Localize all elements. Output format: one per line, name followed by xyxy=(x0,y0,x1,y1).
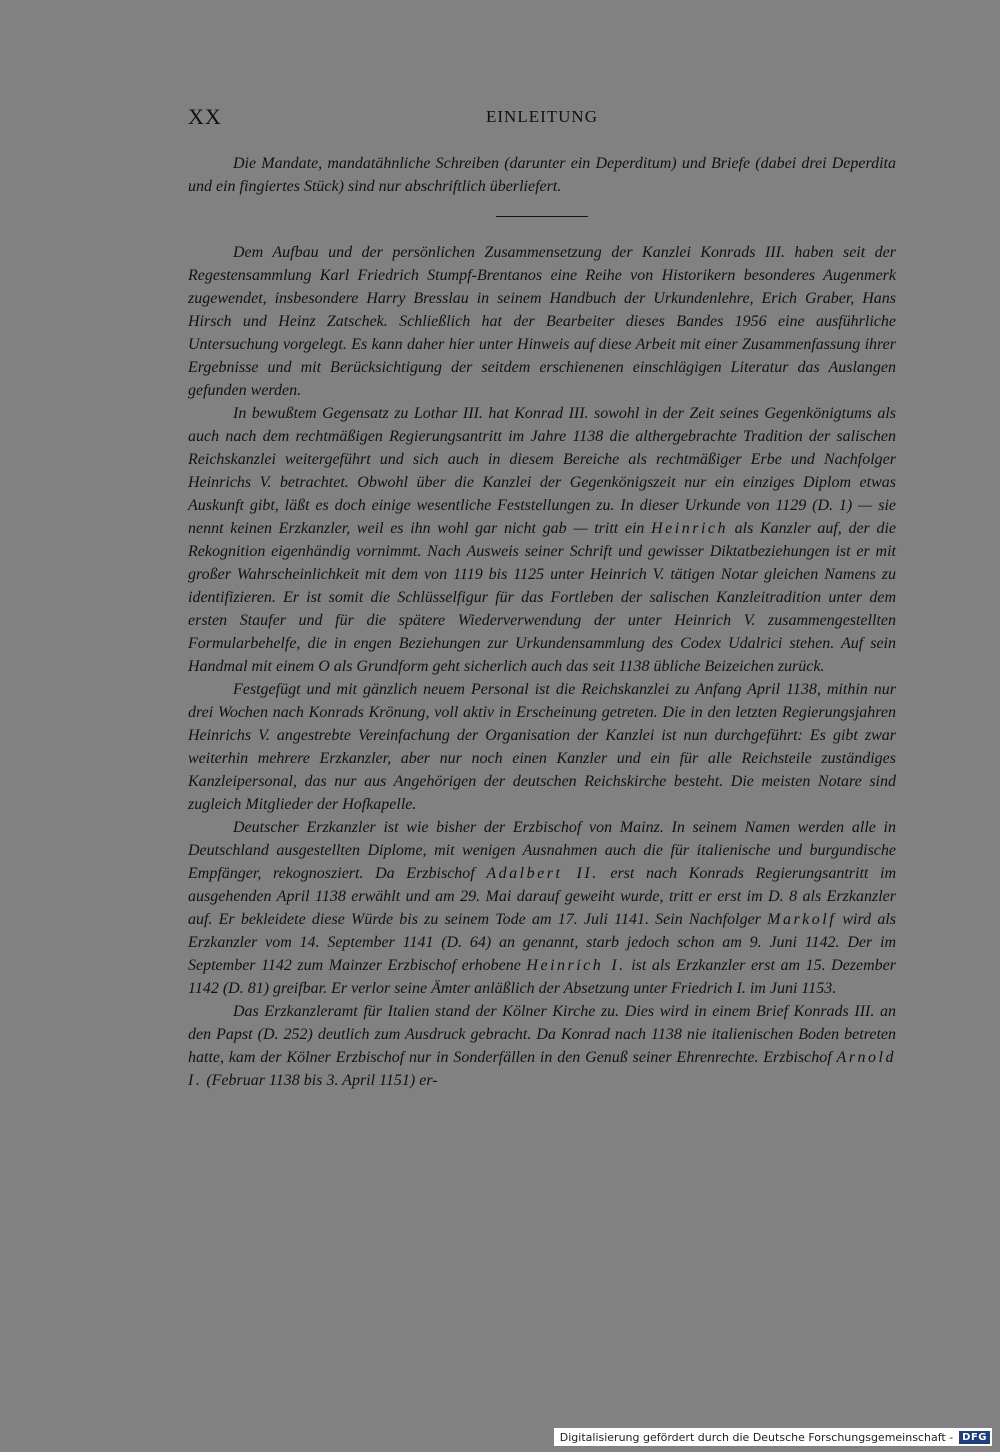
paragraph-text: Das Erzkanzleramt für Italien stand der Kölner Kirche zu. Dies wird in einem Brief Konrads III. an den Papst (D. 252) deutlich zum Ausdruck gebracht. Da Konrad nach 1138 nie italienischen Boden betreten hatte, kam der Kölner Erzbischof nur in Sonderfällen in den Genuß seiner Ehrenrechte. Erzbischof xyxy=(188,1003,896,1066)
paragraph-text: In bewußtem Gegensatz zu Lothar III. hat Konrad III. sowohl in der Zeit seines Gegenkönigtums als auch nach dem rechtmäßigen Regierungsantritt im Jahre 1138 die althergebrachte Tradition der salischen Reichskanzlei weitergeführt und sich auch in diesem Bereiche als rechtmäßiger Erbe und Nachfolger Heinrichs V. betrachtet. Obwohl über die Kanzlei der Gegenkönigszeit nur ein einziges Diplom etwas Auskunft gibt, läßt es doch einige wesentliche Feststellungen zu. In dieser Urkunde von 1129 (D. 1) — sie nennt keinen Erzkanzler, weil es ihn wohl gar nicht gab — tritt ein xyxy=(188,405,896,537)
paragraph-reichskanzlei: Festgefügt und mit gänzlich neuem Personal ist die Reichskanzlei zu Anfang April 1138, mithin nur drei Wochen nach Konrads Krönung, voll aktiv in Erscheinung getreten. Die in den letzten Regierungsjahren Heinrichs V. angestrebte Vereinfachung der Organisation der Kanzlei ist nun durchgeführt: Es gibt zwar weiterhin mehrere Erzkanzler, aber nur noch einen Kanzler und ein für alle Reichsteile zuständiges Kanzleipersonal, das nur aus Angehörigen der deutschen Reichskirche besteht. Die meisten Notare sind zugleich Mitglieder der Hofkapelle. xyxy=(188,681,896,813)
paragraph-text: (Februar 1138 bis 3. April 1151) er- xyxy=(202,1072,438,1089)
person-name: Heinrich I. xyxy=(526,957,626,974)
person-name: Markolf xyxy=(767,911,837,928)
paragraph-archchancellor-germany xyxy=(188,816,896,1000)
intro-paragraph: Die Mandate, mandatähnliche Schreiben (darunter ein Deperditum) und Briefe (dabei drei Deperdita und ein fingiertes Stück) sind nur abschriftlich überliefert. xyxy=(188,155,896,195)
page-body xyxy=(188,152,896,1092)
digitization-footer xyxy=(554,1428,992,1446)
paragraph-archchancellor-italy xyxy=(188,1000,896,1092)
running-title: EINLEITUNG xyxy=(486,107,598,126)
person-name: Adalbert II. xyxy=(486,865,599,882)
paragraph-text: erst nach Konrads Regierungsantritt im ausgehenden April 1138 erwählt und am 29. Mai darauf geweiht wurde, tritt er erst im D. 8 als Erzkanzler auf. Er bekleidete diese Würde bis zu seinem Tode am 17. Juli 1141. Sein Nachfolger xyxy=(188,865,897,928)
person-name: Heinrich xyxy=(651,520,728,537)
paragraph-chancery-overview: Dem Aufbau und der persönlichen Zusammensetzung der Kanzlei Konrads III. haben seit der Regestensammlung Karl Friedrich Stumpf-Brentanos eine Reihe von Historikern besonderes Augenmerk zugewendet, insbesondere Harry Bresslau in seinem Handbuch der Urkundenlehre, Erich Graber, Hans Hirsch und Heinz Zatschek. Schließlich hat der Bearbeiter dieses Bandes 1956 eine ausführliche Untersuchung vorgelegt. Es kann daher hier unter Hinweis auf diese Arbeit mit einer Zusammenfassung ihrer Ergebnisse und mit Berücksichtigung der seitdem erschienenen einschlägigen Literatur das Auslangen gefunden werden. xyxy=(188,244,896,399)
dfg-logo-icon: DFG xyxy=(959,1431,990,1444)
paragraph-text: ist als Erzkanzler erst am 15. Dezember 1142 (D. 81) greifbar. Er verlor seine Ämter anläßlich der Absetzung unter Friedrich I. im Juni 1153. xyxy=(188,957,897,997)
paragraph-text: Deutscher Erzkanzler ist wie bisher der Erzbischof von Mainz. In seinem Namen werden alle in Deutschland ausgestellten Diplome, mit wenigen Ausnahmen auch die für italienische und burgundische Empfänger, rekognosziert. Da Erzbischof xyxy=(188,819,896,882)
funding-notice: Digitalisierung gefördert durch die Deutsche Forschungsgemeinschaft - xyxy=(559,1430,954,1444)
paragraph-text: als Kanzler auf, der die Rekognition eigenhändig vornimmt. Nach Ausweis seiner Schrift und gewisser Diktatbeziehungen ist er mit großer Wahrscheinlichkeit mit dem von 1119 bis 1125 unter Heinrich V. tätigen Notar gleichen Namens zu identifizieren. Er ist somit die Schlüsselfigur für das Fortleben der salischen Kanzleitradition unter dem ersten Staufer und für die spätere Wiederverwendung der unter Heinrich V. zusammengestellten Formularbehelfe, die in engen Beziehungen zur Urkundensammlung des Codex Udalrici stehen. Auf sein Handmal mit einem O als Grundform geht sicherlich auch das seit 1138 übliche Beizeichen zurück. xyxy=(188,520,896,675)
paragraph-counter-kingship xyxy=(188,402,896,678)
section-separator xyxy=(496,216,588,217)
paragraph-text: wird als Erzkanzler vom 14. September 1141 (D. 64) an genannt, starb jedoch schon am 9. Juni 1142. Der im September 1142 zum Mainzer Erzbischof erhobene xyxy=(188,911,897,974)
page-number: XX xyxy=(188,104,222,129)
page-header xyxy=(188,104,896,132)
person-name: Arnold I. xyxy=(188,1049,896,1089)
